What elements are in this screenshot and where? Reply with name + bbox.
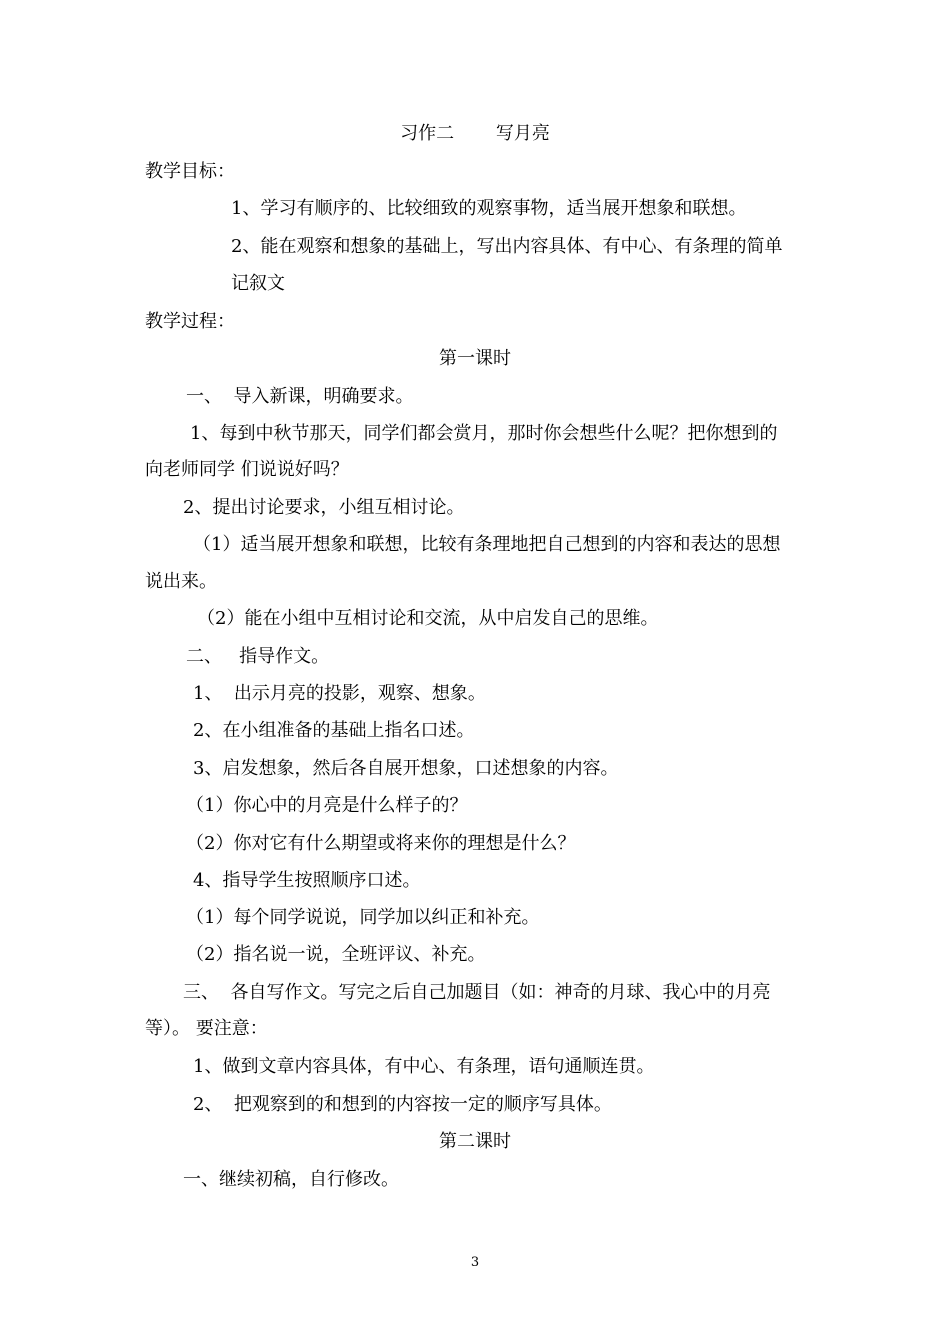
paragraph-line: 3、启发想象，然后各自展开想象，口述想象的内容。 <box>193 758 619 779</box>
lesson-heading-1: 第一课时 <box>439 348 511 369</box>
paragraph-line: （2）你对它有什么期望或将来你的理想是什么？ <box>186 833 576 854</box>
document-title: 习作二 写月亮 <box>400 123 550 144</box>
paragraph-line: 说出来。 <box>145 571 217 592</box>
paragraph-line: 2、提出讨论要求，小组互相讨论。 <box>183 497 465 518</box>
paragraph-line: 1、每到中秋节那天，同学们都会赏月，那时你会想些什么呢？把你想到的 <box>190 423 778 444</box>
paragraph-line: （2）能在小组中互相讨论和交流，从中启发自己的思维。 <box>197 608 659 629</box>
paragraph-line: 2、 把观察到的和想到的内容按一定的顺序写具体。 <box>193 1094 612 1115</box>
paragraph-line: 1、学习有顺序的、比较细致的观察事物，适当展开想象和联想。 <box>231 198 747 219</box>
paragraph-line: （1）每个同学说说，同学加以纠正和补充。 <box>186 907 540 928</box>
section-heading-process: 教学过程： <box>145 311 235 332</box>
paragraph-line: 三、 各自写作文。写完之后自己加题目（如：神奇的月球、我心中的月亮 <box>183 982 771 1003</box>
paragraph-line: 2、能在观察和想象的基础上，写出内容具体、有中心、有条理的简单 <box>231 236 783 257</box>
paragraph-line: （2）指名说一说，全班评议、补充。 <box>186 944 486 965</box>
paragraph-line: 记叙文 <box>231 273 285 294</box>
paragraph-line: 二、 指导作文。 <box>186 646 330 667</box>
paragraph-line: 向老师同学 们说说好吗？ <box>145 459 349 480</box>
paragraph-line: 1、做到文章内容具体，有中心、有条理，语句通顺连贯。 <box>193 1056 655 1077</box>
paragraph-line: （1）适当展开想象和联想，比较有条理地把自己想到的内容和表达的思想 <box>193 534 781 555</box>
section-heading-goals: 教学目标： <box>145 161 235 182</box>
paragraph-line: 1、 出示月亮的投影，观察、想象。 <box>193 683 486 704</box>
lesson-heading-2: 第二课时 <box>439 1131 511 1152</box>
page-number: 3 <box>470 1255 480 1270</box>
paragraph-line: （1）你心中的月亮是什么样子的？ <box>186 795 468 816</box>
paragraph-line: 等）。 要注意： <box>145 1018 268 1039</box>
paragraph-line: 4、指导学生按照顺序口述。 <box>193 870 421 891</box>
paragraph-line: 一、继续初稿，自行修改。 <box>183 1169 399 1190</box>
paragraph-line: 2、在小组准备的基础上指名口述。 <box>193 720 475 741</box>
paragraph-line: 一、 导入新课，明确要求。 <box>186 386 414 407</box>
